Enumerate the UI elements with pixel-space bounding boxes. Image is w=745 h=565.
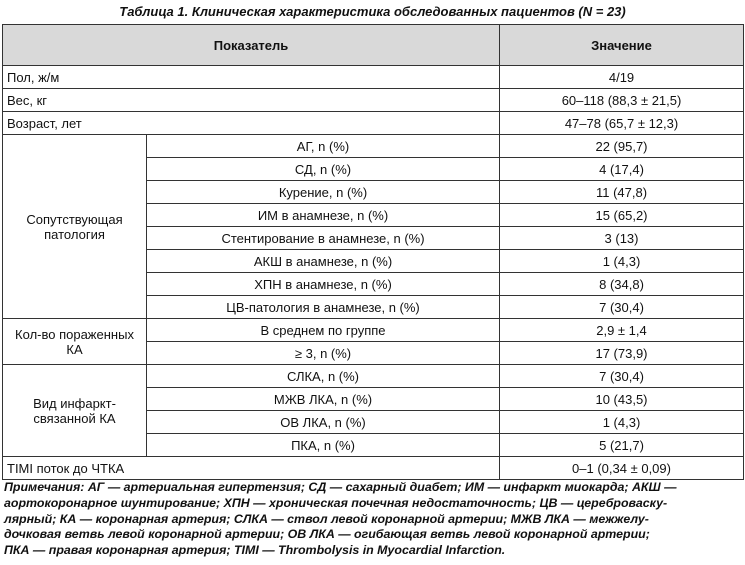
row-value: 7 (30,4) bbox=[500, 365, 744, 388]
row-value: 5 (21,7) bbox=[500, 434, 744, 457]
sub-label: АГ, n (%) bbox=[147, 135, 500, 158]
row-value: 8 (34,8) bbox=[500, 273, 744, 296]
table-header-row bbox=[3, 25, 744, 66]
row-label: Пол, ж/м bbox=[3, 66, 500, 89]
row-value: 2,9 ± 1,4 bbox=[500, 319, 744, 342]
row-value: 60–118 (88,3 ± 21,5) bbox=[500, 89, 744, 112]
notes-line: ПКА — правая коронарная артерия; TIMI — Thrombolysis in Myocardial Infarction. bbox=[4, 543, 506, 558]
table-caption: Таблица 1. Клиническая характеристика обследованных пациентов (N = 23) bbox=[119, 4, 626, 19]
sub-label: Курение, n (%) bbox=[147, 181, 500, 204]
group-label-affected-ca: Кол-во пораженных КА bbox=[3, 319, 147, 365]
row-value: 22 (95,7) bbox=[500, 135, 744, 158]
row-label: Возраст, лет bbox=[3, 112, 500, 135]
row-value: 10 (43,5) bbox=[500, 388, 744, 411]
group-label-comorbidity: Сопутствующая патология bbox=[3, 135, 147, 319]
sub-label: ОВ ЛКА, n (%) bbox=[147, 411, 500, 434]
sub-label: ИМ в анамнезе, n (%) bbox=[147, 204, 500, 227]
header-value: Значение bbox=[500, 25, 744, 66]
table-row bbox=[3, 457, 744, 480]
sub-label: Стентирование в анамнезе, n (%) bbox=[147, 227, 500, 250]
notes-line: аортокоронарное шунтирование; ХПН — хроническая почечная недостаточность; ЦВ — цереброваску- bbox=[4, 495, 668, 510]
row-label: TIMI поток до ЧТКА bbox=[3, 457, 500, 480]
sub-label: МЖВ ЛКА, n (%) bbox=[147, 388, 500, 411]
table-row bbox=[3, 319, 744, 342]
header-indicator: Показатель bbox=[3, 25, 500, 66]
row-value: 17 (73,9) bbox=[500, 342, 744, 365]
sub-label: В среднем по группе bbox=[147, 319, 500, 342]
sub-label: ПКА, n (%) bbox=[147, 434, 500, 457]
group-label-infarct-artery: Вид инфаркт-связанной КА bbox=[3, 365, 147, 457]
table-row bbox=[3, 89, 744, 112]
sub-label: ≥ 3, n (%) bbox=[147, 342, 500, 365]
sub-label: СЛКА, n (%) bbox=[147, 365, 500, 388]
sub-label: СД, n (%) bbox=[147, 158, 500, 181]
notes-line: Примечания: АГ — артериальная гипертензия; СД — сахарный диабет; ИМ — инфаркт миокарда; АКШ — bbox=[4, 480, 677, 494]
table-row bbox=[3, 112, 744, 135]
sub-label: ЦВ-патология в анамнезе, n (%) bbox=[147, 296, 500, 319]
row-value: 15 (65,2) bbox=[500, 204, 744, 227]
row-value: 4/19 bbox=[500, 66, 744, 89]
row-label: Вес, кг bbox=[3, 89, 500, 112]
row-value: 11 (47,8) bbox=[500, 181, 744, 204]
clinical-characteristics-table bbox=[2, 24, 744, 480]
row-value: 0–1 (0,34 ± 0,09) bbox=[500, 457, 744, 480]
notes-line: лярный; КА — коронарная артерия; СЛКА — ствол левой коронарной артерии; МЖВ ЛКА — межжелу- bbox=[4, 511, 649, 526]
row-value: 1 (4,3) bbox=[500, 250, 744, 273]
sub-label: ХПН в анамнезе, n (%) bbox=[147, 273, 500, 296]
row-value: 1 (4,3) bbox=[500, 411, 744, 434]
row-value: 4 (17,4) bbox=[500, 158, 744, 181]
table-row bbox=[3, 365, 744, 388]
row-value: 47–78 (65,7 ± 12,3) bbox=[500, 112, 744, 135]
row-value: 3 (13) bbox=[500, 227, 744, 250]
row-value: 7 (30,4) bbox=[500, 296, 744, 319]
table-row bbox=[3, 135, 744, 158]
sub-label: АКШ в анамнезе, n (%) bbox=[147, 250, 500, 273]
table-notes bbox=[4, 480, 742, 559]
table-row bbox=[3, 66, 744, 89]
notes-line: дочковая ветвь левой коронарной артерии; ОВ ЛКА — огибающая ветвь левой коронарной артерии; bbox=[4, 527, 650, 542]
